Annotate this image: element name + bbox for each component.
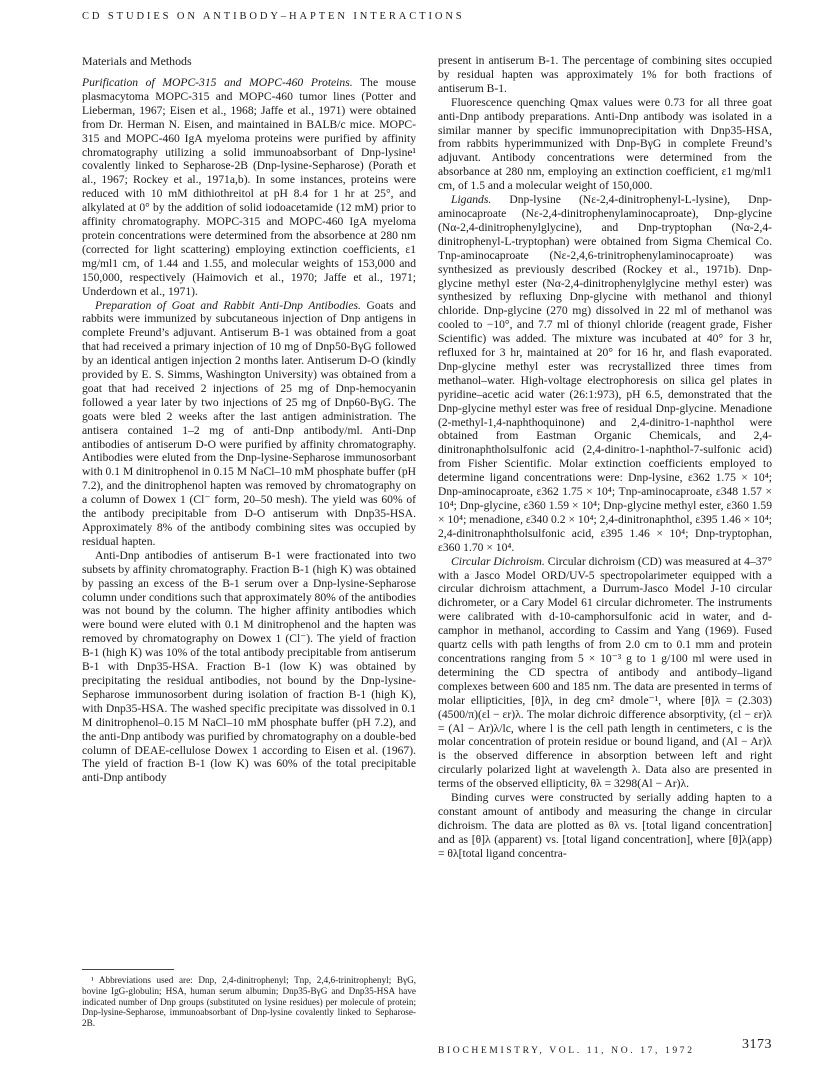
paragraph-fluorescence (438, 96, 772, 193)
run-in-heading: Preparation of Goat and Rabbit Anti-Dnp Antibodies. (95, 298, 361, 312)
paragraph-circular-dichroism (438, 555, 772, 791)
right-column (438, 54, 772, 861)
paragraph-text: Fluorescence quenching Qmax values were 0.73 for all three goat anti-Dnp antibody preparations. Anti-Dnp antibody was isolated in a similar manner by specific immunoprecipitation with Dnp35-HSA, from rabbits hyperimmunized with Dnp-BγG in complete Freund’s adjuvant. Antibody concentrations were determined from the absorbance at 280 nm, employing an extinction coefficient, ε1 mg/ml1 cm, of 1.5 and a molecular weight of 150,000. (438, 95, 772, 193)
footnote-divider (82, 969, 174, 970)
paragraph-text: Dnp-lysine (Nε-2,4-dinitrophenyl-L-lysine), Dnp-aminocaproate (Nε-2,4-dinitrophenylaminocaproate), Dnp-glycine (Nα-2,4-dinitrophenylglycine), and Dnp-tryptophan (Nα-2,4-dinitrophenyl-L-tryptophan) were obtained from Sigma Chemical Co. Tnp-aminocaproate (Nε-2,4,6-trinitrophenylaminocaproate) was synthesized as previously described (Rockey et al., 1971b). Dnp-glycine methyl ester (Nα-2,4-dinitrophenylglycine methyl ester) was synthesized by refluxing Dnp-glycine with methanol and thionyl chloride. Dnp-glycine (270 mg) dissolved in 22 ml of methanol was cooled to −10°, and 7.7 ml of thionyl chloride (reagent grade, Fisher Scientific) was added. The mixture was incubated at 40° for 3 hr, refluxed for 3 hr, maintained at 20° for 16 hr, and flash evaporated. Dnp-glycine methyl ester was recrystallized three times from methanol–water. High-voltage electrophoresis on silica gel plates in pyridine–acetic acid water (26:1:973), pH 6.5, demonstrated that the Dnp-glycine methyl ester was free of residual Dnp-glycine. Menadione (2-methyl-1,4-naphthoquinone) and 2,4-dinitro-1-naphthol were obtained from Eastman Organic Chemicals, and 2,4-dinitronaphtholsulfonic acid (2,4-dinitro-1-naphthol-7-sulfonic acid) from Fisher Scientific. Molar extinction coefficients employed to determine ligand concentrations were: Dnp-lysine, ε362 1.75 × 10⁴; Dnp-aminocaproate, ε362 1.75 × 10⁴; Tnp-aminocaproate, ε348 1.57 × 10⁴; Dnp-glycine, ε360 1.59 × 10⁴; Dnp-glycine methyl ester, ε360 1.59 × 10⁴; menadione, ε340 0.2 × 10⁴; 2,4-dinitronaphthol, ε395 1.46 × 10⁴; 2,4-dinitronaphtholsulfonic acid, ε395 1.46 × 10⁴; Dnp-tryptophan, ε360 1.70 × 10⁴. (438, 193, 772, 554)
paragraph-text: Circular dichroism (CD) was measured at 4–37° with a Jasco Model ORD/UV-5 spectropolarimeter equipped with a circular dichroism attachment, a Durrum-Jasco Model J-10 circular dichrometer, or a Cary Model 61 circular dichrometer. The instruments were calibrated with d-10-camphorsulfonic acid in water, and d-camphor in methanol, according to Cassim and Yang (1969). Fused quartz cells with path lengths of from 2.0 cm to 0.1 mm and protein concentrations ranging from 5 × 10⁻³ g to 1 g/100 ml were used in determining the CD spectra of antibody and antibody–ligand complexes between 600 and 185 nm. The data are presented in terms of molar ellipticities, [θ]λ, in deg cm² dmole⁻¹, where [θ]λ = (2.303)(4500/π)(εl − εr)λ. The molar dichroic difference absorptivity, (εl − εr)λ = (Al − Ar)λ/lc, where l is the cell path length in centimeters, c is the molar concentration of protein residue or bound ligand, and (Al − Ar)λ is the observed difference in absorption between left and right circularly polarized light at wavelength λ. Data also are presented in terms of the observed ellipticity, θλ = 3298(Al − Ar)λ. (438, 554, 772, 791)
run-in-heading: Ligands. (451, 193, 492, 207)
paragraph-fractionation (82, 549, 416, 785)
paragraph-preparation (82, 299, 416, 549)
run-in-heading: Circular Dichroism. (451, 554, 545, 568)
paragraph-purification (82, 76, 416, 299)
paragraph-text: present in antiserum B-1. The percentage of combining sites occupied by residual hapten was approximately 1% for both fractions of antiserum B-1. (438, 54, 772, 95)
paragraph-binding-curves (438, 791, 772, 861)
page-number: 3173 (742, 1037, 772, 1052)
paragraph-text: The mouse plasmacytoma MOPC-315 and MOPC-460 tumor lines (Potter and Lieberman, 1967; Eisen et al., 1968; Jaffe et al., 1971) were obtained from Dr. Herman N. Eisen, and maintained in BALB/c mice. MOPC-315 and MOPC-460 IgA myeloma proteins were purified by affinity chromatography utilizing a solid immunoabsorbant of Dnp-lysine¹ covalently linked to Sepharose-2B (Dnp-lysine-Sepharose) (Porath et al., 1967; Rockey et al., 1971a,b). In some instances, proteins were reduced with 10 mM dithiothreitol at pH 8.4 for 1 hr at 25°, and alkylated at 0° by the addition of solid iodoacetamide (12 mM) prior to affinity chromatography. MOPC-315 and MOPC-460 IgA myeloma protein concentrations were determined from the absorbence at 280 nm (corrected for light scattering) employing extinction coefficients, ε1 mg/ml1 cm, of 1.44 and 1.55, and molecular weights of 153,000 and 150,000, respectively (Haimovich et al., 1970; Jaffe et al., 1971; Underdown et al., 1971). (82, 76, 416, 298)
footnote: ¹ Abbreviations used are: Dnp, 2,4-dinitrophenyl; Tnp, 2,4,6-trinitrophenyl; BγG, bovine IgG-globulin; HSA, human serum albumin; Dnp35-BγG and Dnp35-HSA have indicated number of Dnp groups (substituted on lysine residues) per molecule of protein; Dnp-lysine-Sepharose, immunoabsorbant of Dnp-lysine covalently linked to Sepharose-2B. (82, 975, 416, 1029)
section-heading: Materials and Methods (82, 54, 192, 68)
paragraph-text: Goats and rabbits were immunized by subcutaneous injection of Dnp antigens in complete Freund’s adjuvant. Antiserum B-1 was obtained from a goat that had received a primary injection of 10 mg of Dnp50-BγG followed by an identical antigen injection 2 months later. Antiserum D-O (kindly provided by E. S. Simms, Washington University) was obtained from a goat that had received 2 injections of 25 mg of Dnp-hemocyanin followed a year later by two injections of 25 mg of Dnp60-BγG. The goats were bled 2 weeks after the last antigen administration. The antisera contained 1–2 mg of anti-Dnp antibody/ml. Anti-Dnp antibodies of antiserum D-O were purified by affinity chromatography. Antibodies were eluted from the Dnp-lysine-Sepharose immunosorbant with 0.1 M dinitrophenol in 0.15 M NaCl–10 mM phosphate buffer (pH 7.2), and the dinitrophenol hapten was removed by chromatography on a column of Dowex 1 (Cl⁻ form, 20–50 mesh). The yield was 60% of the antibody precipitable from D-O antiserum with Dnp35-HSA. Approximately 8% of the antibody combining sites was occupied by residual hapten. (82, 298, 416, 548)
run-in-heading: Purification of MOPC-315 and MOPC-460 Proteins. (82, 76, 353, 89)
page-footer (438, 1037, 772, 1058)
running-head: CD STUDIES ON ANTIBODY–HAPTEN INTERACTIONS (82, 11, 465, 22)
paragraph-ligands (438, 193, 772, 555)
left-column (82, 54, 416, 785)
paragraph-continuation (438, 54, 772, 96)
journal-citation: BIOCHEMISTRY, VOL. 11, NO. 17, 1972 (438, 1045, 695, 1056)
paragraph-text: Anti-Dnp antibodies of antiserum B-1 were fractionated into two subsets by affinity chromatography. Fraction B-1 (high K) was obtained by passing an excess of the B-1 serum over a Dnp-lysine-Sepharose column under conditions such that approximately 80% of the antibodies was not bound by the column. The higher affinity antibodies which were bound were eluted with 0.1 M dinitrophenol and the hapten was removed by chromatography on Dowex 1 (Cl⁻). The yield of fraction B-1 (high K) was 10% of the total antibody precipitable from antiserum B-1 with Dnp35-HSA. Fraction B-1 (low K) was obtained by precipitating the residual antibodies, not bound by the Dnp-lysine-Sepharose immunosorbent during isolation of fraction B-1 (high K), with Dnp35-HSA. The washed specific precipitate was dissolved in 0.1 M dinitrophenol–0.15 M NaCl–10 mM phosphate buffer (pH 7.2), and the anti-Dnp antibody was purified by chromatography on a double-bed column of DEAE-cellulose Dowex 1 according to Eisen et al. (1967). The yield of fraction B-1 (low K) was 60% of the total precipitable anti-Dnp antibody (82, 548, 416, 785)
paragraph-text: Binding curves were constructed by serially adding hapten to a constant amount of antibody and measuring the change in circular dichroism. The data are plotted as θλ vs. [total ligand concentration] and as [θ]λ (apparent) vs. [total ligand concentration], where [θ]λ(app) = θλ[total ligand concentra- (438, 791, 772, 860)
